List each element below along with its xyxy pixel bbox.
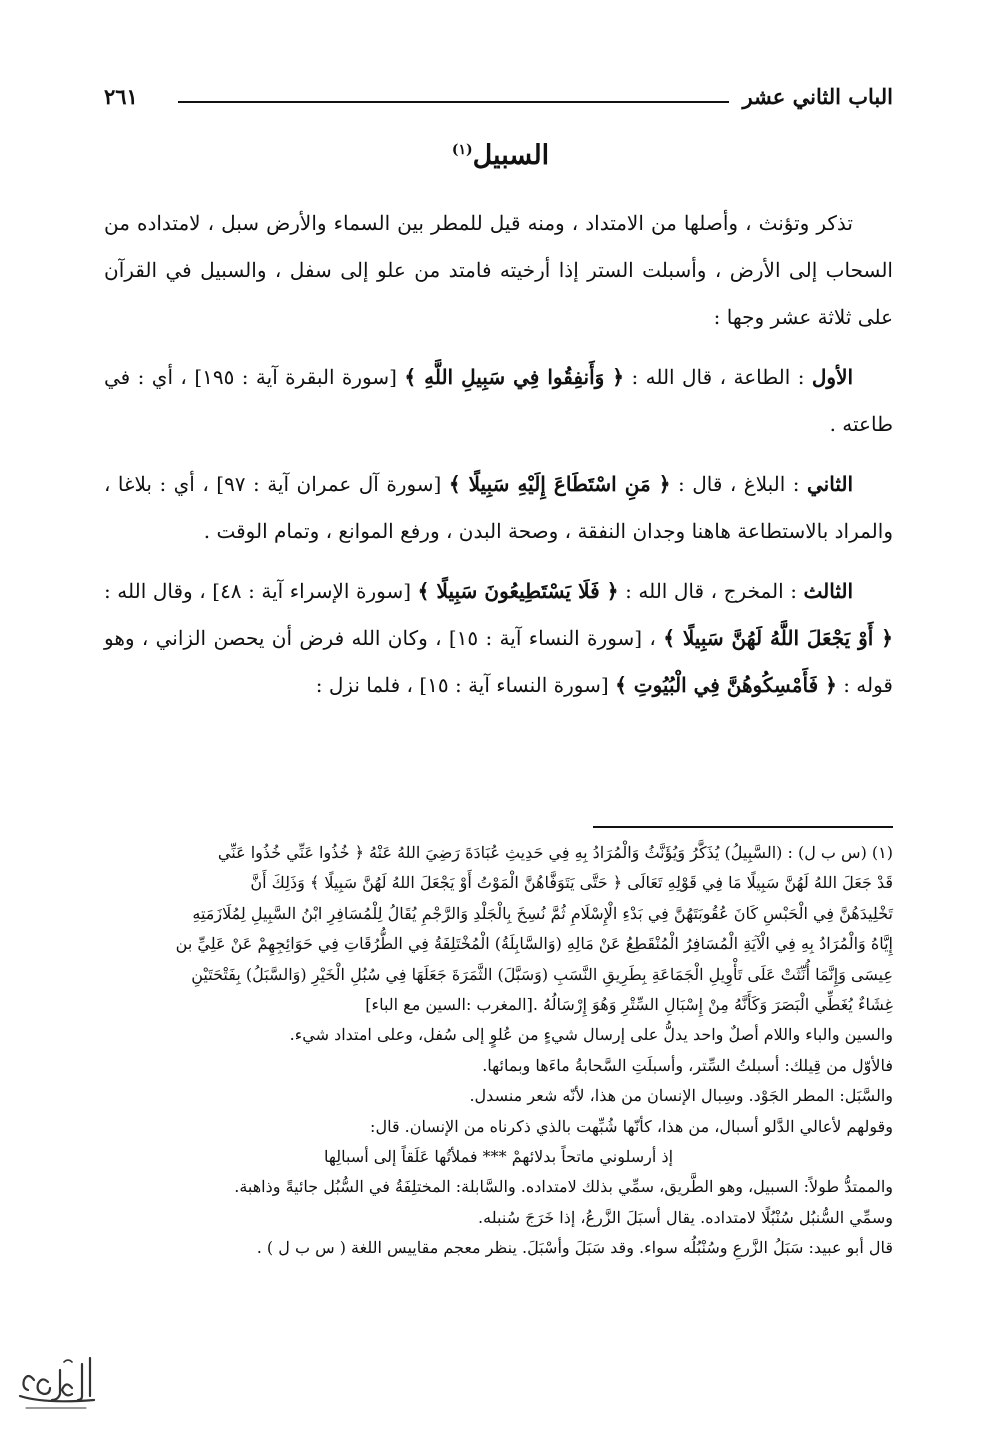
paragraph-third-meaning — [104, 568, 893, 709]
footnote-marker: (١) — [451, 142, 473, 158]
paragraph-lead: الأول — [811, 365, 854, 389]
paragraph-text: : البلاغ ، قال : — [677, 472, 800, 496]
footnote-rule — [593, 826, 893, 828]
footnote-line: إِيَّاهُ وَالْمُرَادُ بِهِ فِي الْآيَةِ الْمُسَافِرُ الْمُنْقَطِعُ عَنْ مَالِهِ (وَالسَّابِلَةُ) الْمُخْتَلِفَةُ فِي الطُّرُقَاتِ فِي حَوَائِجِهِمْ عَنْ عَلِيِّ بن — [175, 934, 893, 954]
footnote-line: غِشَاءٌ يُغَطِّي الْبَصَرَ وَكَأَنَّهُ مِنْ إِسْبَالِ السِّتْرِ وَهُوَ إِرْسَالُهُ .[المغرب :السين مع الباء] — [365, 995, 893, 1015]
quran-verse: ﴿ أَوْ يَجْعَلَ اللَّهُ لَهُنَّ سَبِيلًا ﴾ — [663, 626, 893, 650]
paragraph-first-meaning — [104, 354, 893, 448]
paragraph-text: ، فلما نزل : — [315, 673, 413, 697]
paragraph-text: ، وكان الله فرض أن يحصن الزاني ، وهو قوله : — [104, 626, 893, 697]
quran-verse: ﴿ مَنِ اسْتَطَاعَ إِلَيْهِ سَبِيلًا ﴾ — [448, 472, 671, 496]
page-number: ٢٦١ — [104, 84, 138, 109]
paragraph-intro — [104, 200, 893, 341]
footnote-line: قال أبو عبيد: سَبَلُ الزَّرعِ وسُنْبُلُه سواء. وقد سَبَلَ وأسْبَلَ. ينظر معجم مقاييس اللغة ( س ب ل ) . — [256, 1238, 893, 1258]
paragraph-text: : المخرج ، قال الله : — [625, 579, 797, 603]
paragraph-text: ، وقال الله : — [104, 579, 206, 603]
footnote-line: والسين والباء واللام أصلٌ واحد يدلُّ على إرسال شيءٍ من عُلوٍ إلى سُفل، وعلى امتداد شيء. — [289, 1025, 893, 1045]
section-title-text: السبيل — [472, 140, 550, 171]
footnote-line: عِيسَى وَإِنَّمَا أُنِّثَتْ عَلَى تَأْوِيلِ الْجَمَاعَةِ بِطَرِيقِ النَّسَبِ (وَسَبَّلَ) الثَّمَرَةَ جَعَلَهَا فِي سُبُلِ الْخَيْرِ (وَالسَّبَلُ) بِفَتْحَتَيْنِ — [191, 964, 893, 984]
paragraph-lead: الثالث — [803, 579, 854, 603]
footnote-verse-line: إذ أرسلوني ماتحاً بدلائهمْ *** فملأتُها عَلَقاً إلى أسبالِها — [323, 1147, 674, 1167]
verse-reference: ، [سورة النساء آية : ١٥] — [448, 626, 656, 650]
footnote-line: (١) (س ب ل) : (السَّبِيلُ) يُذَكَّرُ وَيُؤَنَّثُ وَالْمُرَادُ بِهِ فِي حَدِيثِ عُبَادَةَ رَضِيَ اللهُ عَنْهُ ﴿ خُذُوا عَنِّي خُذُوا عَنِّي — [217, 843, 893, 862]
verse-reference: [سورة آل عمران آية : ٩٧] — [216, 472, 442, 496]
section-title — [0, 140, 1001, 171]
verse-reference: [سورة الإسراء آية : ٤٨] — [212, 579, 412, 603]
footnote-line: فالأوّل من قِيلك: أسبلتُ السِّتر، وأسبلَتِ السَّحابةُ ماءَها وبمائها. — [482, 1055, 893, 1075]
verse-reference: [سورة البقرة آية : ١٩٥] — [194, 365, 397, 389]
main-body — [104, 200, 893, 709]
quran-verse: ﴿ وَأَنفِقُوا فِي سَبِيلِ اللَّهِ ﴾ — [404, 365, 625, 389]
footnote-line: وقولهم لأعالي الدَّلو أسبال، من هذا، كأنّها شُبِّهت بالذي ذكرناه من الإنسان. قال: — [370, 1116, 893, 1136]
paragraph-text: ، أي : بلاغا ، والمراد بالاستطاعة هاهنا وجدان النفقة ، وصحة البدن ، ورفع الموانع ، وتمام الوقت . — [104, 472, 893, 543]
paragraph-text: ، أي : في طاعته . — [104, 365, 893, 436]
footnotes — [104, 838, 893, 1264]
footnote-line: تَخْلِيدَهُنَّ فِي الْحَبْسِ كَانَ عُقُوبَتَهُنَّ فِي بَدْءِ الْإِسْلَامِ ثُمَّ نُسِخَ بِالْجَلْدِ وَالرَّجْمِ يُقَالُ لِلْمُسَافِرِ ابْنُ السَّبِيلِ لِمُلَازَمَتِهِ — [192, 903, 893, 923]
paragraph-text: : الطاعة ، قال الله : — [631, 365, 805, 389]
footnote-line: والسَّبَل: المطر الجَوْد. وسِبال الإنسان من هذا، لأنّه شعر منسدل. — [469, 1086, 893, 1106]
calligraphy-stamp-icon — [14, 1350, 98, 1416]
footnote-line: وسمِّي السُّنبُل سُنْبُلًا لامتداده. يقال أسبَلَ الزَّرعُ، إذا خَرَجَ سُنبله. — [478, 1207, 893, 1227]
running-header-title: الباب الثاني عشر — [742, 84, 893, 109]
footnote-line: قَدْ جَعَلَ اللهُ لَهُنَّ سَبِيلًا مَا فِي قَوْلِهِ تَعَالَى ﴿ حَتَّى يَتَوَفَّاهُنَّ الْمَوْتُ أَوْ يَجْعَلَ اللهُ لَهُنَّ سَبِيلًا ﴾ وَذَلِكَ أَنَّ — [250, 873, 893, 893]
verse-reference: [سورة النساء آية : ١٥] — [419, 673, 609, 697]
paragraph-text: تذكر وتؤنث ، وأصلها من الامتداد ، ومنه قيل للمطر بين السماء والأرض سبل ، لامتداده من السحاب إلى الأرض ، وأسبلت الستر إذا أرخيته فامتد من علو إلى سفل ، والسبيل في القرآن على ثلاثة عشر وجها : — [104, 211, 893, 329]
quran-verse: ﴿ فَلَا يَسْتَطِيعُونَ سَبِيلًا ﴾ — [417, 579, 619, 603]
paragraph-second-meaning — [104, 461, 893, 555]
quran-verse: ﴿ فَأَمْسِكُوهُنَّ فِي الْبُيُوتِ ﴾ — [615, 673, 837, 697]
header-rule — [178, 101, 729, 103]
paragraph-lead: الثاني — [807, 472, 854, 496]
footnote-line: والممتدُّ طولاً: السبيل، وهو الطَّريق، سمِّي بذلك لامتداده. والسَّابلة: المختلِفَةُ في السُّبُل جائيةً وذاهبة. — [234, 1177, 893, 1197]
